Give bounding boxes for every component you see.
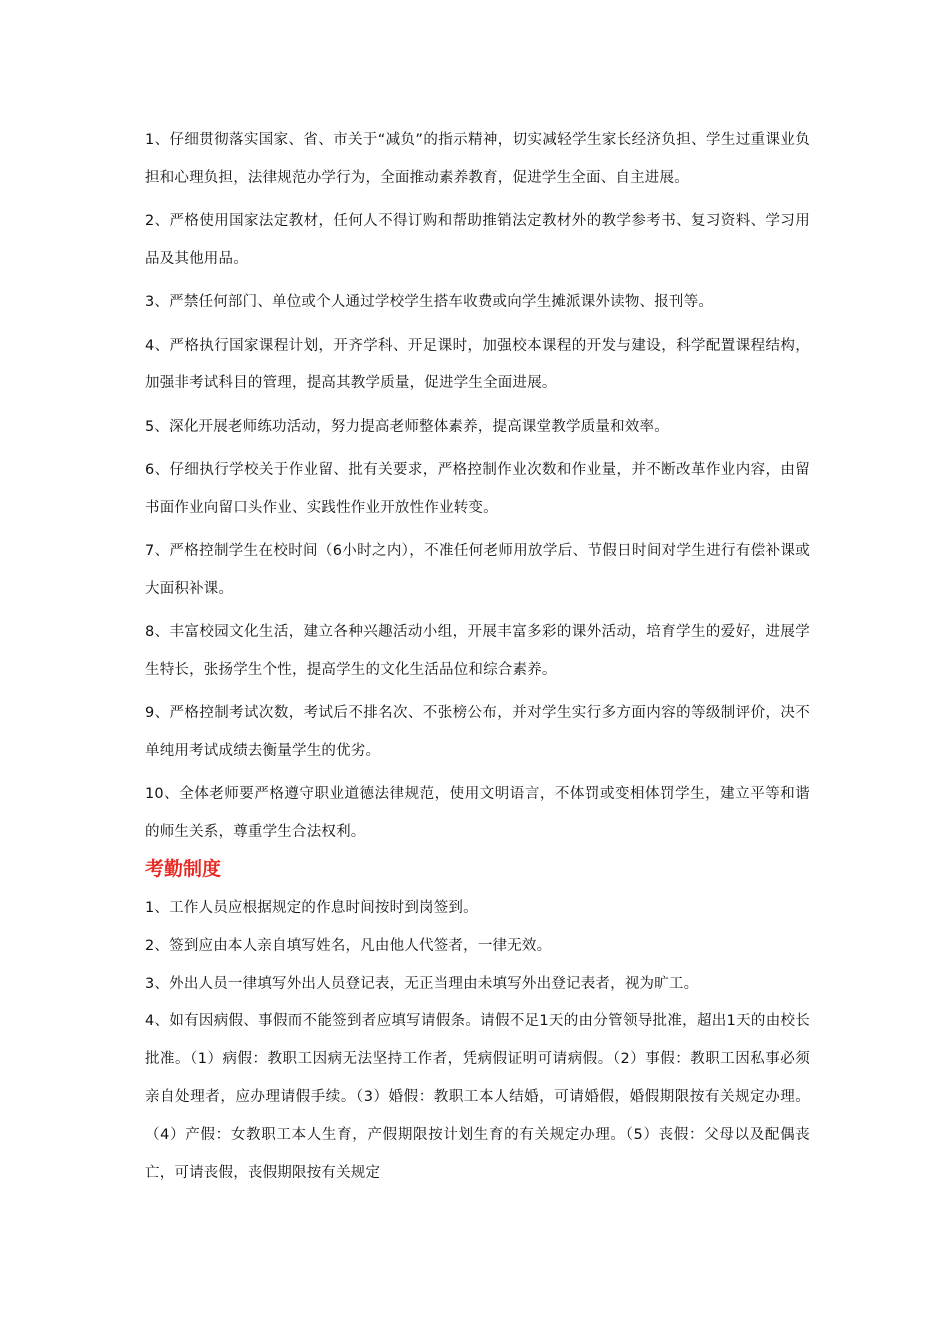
rule-item-1: 1、仔细贯彻落实国家、省、市关于“减负”的指示精神，切实减轻学生家长经济负担、学生过重课业负担和心理负担，法律规范办学行为，全面推动素养教育，促进学生全面、自主进展。 — [145, 132, 810, 186]
rule-item-4: 4、严格执行国家课程计划，开齐学科、开足课时，加强校本课程的开发与建设，科学配置课程结构，加强非考试科目的管理，提高其教学质量，促进学生全面进展。 — [145, 337, 810, 391]
section-heading: 考勤制度 — [145, 858, 222, 880]
attendance-item-1: 1、工作人员应根据规定的作息时间按时到岗签到。 — [145, 900, 478, 916]
rule-item-7: 7、严格控制学生在校时间（6小时之内），不准任何老师用放学后、节假日时间对学生进行有偿补课或大面积补课。 — [145, 543, 810, 597]
attendance-item-2: 2、签到应由本人亲自填写姓名，凡由他人代签者，一律无效。 — [145, 937, 552, 954]
rule-item-2: 2、严格使用国家法定教材，任何人不得订购和帮助推销法定教材外的教学参考书、复习资料、学习用品及其他用品。 — [145, 213, 810, 267]
rule-item-9: 9、严格控制考试次数，考试后不排名次、不张榜公布，并对学生实行多方面内容的等级制评价，决不单纯用考试成绩去衡量学生的优劣。 — [145, 705, 810, 759]
rule-item-10: 10、全体老师要严格遵守职业道德法律规范，使用文明语言，不体罚或变相体罚学生，建立平等和谐的师生关系，尊重学生合法权利。 — [145, 786, 810, 840]
burden-reduction-rules — [145, 122, 810, 857]
attendance-item-3: 3、外出人员一律填写外出人员登记表，无正当理由未填写外出登记表者，视为旷工。 — [145, 975, 699, 992]
rule-item-5: 5、深化开展老师练功活动，努力提高老师整体素养，提高课堂教学质量和效率。 — [145, 418, 669, 435]
rule-item-8: 8、丰富校园文化生活，建立各种兴趣活动小组，开展丰富多彩的课外活动，培育学生的爱好，进展学生特长，张扬学生个性，提高学生的文化生活品位和综合素养。 — [145, 624, 810, 678]
rule-item-6: 6、仔细执行学校关于作业留、批有关要求，严格控制作业次数和作业量，并不断改革作业内容，由留书面作业向留口头作业、实践性作业开放性作业转变。 — [145, 462, 810, 516]
rule-item-3: 3、严禁任何部门、单位或个人通过学校学生搭车收费或向学生摊派课外读物、报刊等。 — [145, 294, 714, 310]
attendance-item-4: 4、如有因病假、事假而不能签到者应填写请假条。请假不足1天的由分管领导批准，超出1天的由校长批准。（1）病假：教职工因病无法坚持工作者，凭病假证明可请病假。（2）事假：教职工因私事必须亲自处理者，应办理请假手续。（3）婚假：教职工本人结婚，可请婚假，婚假期限按有关规定办理。（4）产假：女教职工本人生育，产假期限按计划生育的有关规定办理。（5）丧假：父母以及配偶丧亡，可请丧假，丧假期限按有关规定 — [145, 1013, 810, 1181]
attendance-rules — [145, 852, 810, 1192]
